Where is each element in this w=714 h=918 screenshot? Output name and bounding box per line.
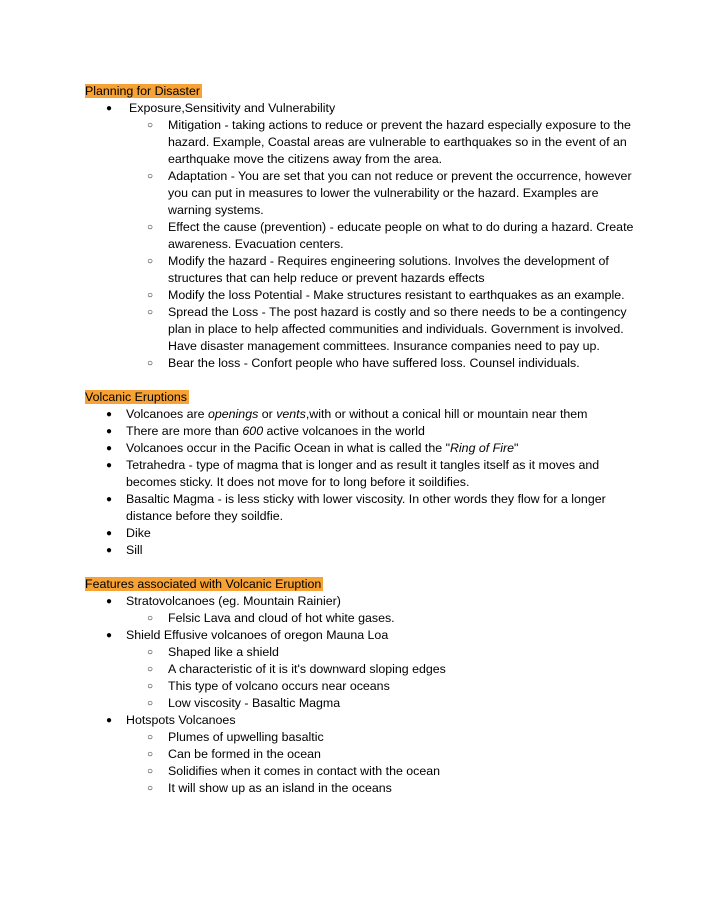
bullet-icon: ●	[106, 494, 113, 505]
list-item	[85, 117, 640, 168]
list-item	[85, 712, 640, 729]
spacer	[85, 559, 640, 576]
list-item-text: Low viscosity - Basaltic Magma	[168, 696, 341, 710]
list-item-text: Exposure,Sensitivity and Vulnerability	[129, 101, 336, 115]
list-item	[85, 440, 640, 457]
list-item	[85, 593, 640, 610]
list-item-text: Can be formed in the ocean	[168, 747, 321, 761]
list-item	[85, 610, 640, 627]
list-item-text: Adaptation - You are set that you can not reduce or prevent the occurrence, however you can put in measures to lower the vulnerability or the hazard. Examples are warning systems.	[168, 169, 632, 217]
circle-bullet-icon: ○	[147, 171, 154, 182]
list-item-text: This type of volcano occurs near oceans	[168, 679, 390, 693]
document-body	[85, 83, 640, 797]
list-item-text: Hotspots Volcanoes	[126, 713, 236, 727]
circle-bullet-icon: ○	[147, 358, 154, 369]
list-item	[85, 355, 640, 372]
list-item	[85, 457, 640, 491]
list-item-text: Shield Effusive volcanoes of oregon Mauna Loa	[126, 628, 389, 642]
planning-list	[85, 100, 640, 372]
circle-bullet-icon: ○	[147, 681, 154, 692]
section-heading-features	[85, 576, 640, 593]
section-heading-planning	[85, 83, 640, 100]
list-item	[85, 763, 640, 780]
circle-bullet-icon: ○	[147, 732, 154, 743]
bullet-icon: ●	[106, 630, 113, 641]
circle-bullet-icon: ○	[147, 766, 154, 777]
bullet-icon: ●	[106, 545, 113, 556]
list-item	[85, 100, 640, 117]
list-item-text: Volcanoes occur in the Pacific Ocean in what is called the "Ring of Fire"	[126, 441, 519, 455]
list-item	[85, 695, 640, 712]
circle-bullet-icon: ○	[147, 698, 154, 709]
list-item-text: Modify the loss Potential - Make structures resistant to earthquakes as an example.	[168, 288, 625, 302]
circle-bullet-icon: ○	[147, 783, 154, 794]
list-item-text: Spread the Loss - The post hazard is costly and so there needs to be a contingency plan in place to help affected communities and individuals. Government is involved. Have disaster management committees. Insurance companies need to pay up.	[168, 305, 627, 353]
circle-bullet-icon: ○	[147, 749, 154, 760]
bullet-icon: ●	[106, 443, 113, 454]
list-item-text: Effect the cause (prevention) - educate people on what to do during a hazard. Create awareness. Evacuation centers.	[168, 220, 634, 251]
heading-highlight: Volcanic Eruptions	[85, 390, 187, 404]
circle-bullet-icon: ○	[147, 664, 154, 675]
list-item-text: Solidifies when it comes in contact with the ocean	[168, 764, 441, 778]
list-item	[85, 542, 640, 559]
circle-bullet-icon: ○	[147, 256, 154, 267]
bullet-icon: ●	[106, 426, 113, 437]
list-item-text: Dike	[126, 526, 151, 540]
list-item	[85, 678, 640, 695]
bullet-icon: ●	[106, 528, 113, 539]
list-item-text: There are more than 600 active volcanoes in the world	[126, 424, 425, 438]
list-item-text: Felsic Lava and cloud of hot white gases.	[168, 611, 395, 625]
list-item-text: Bear the loss - Confort people who have suffered loss. Counsel individuals.	[168, 356, 580, 370]
list-item	[85, 423, 640, 440]
list-item-text: It will show up as an island in the oceans	[168, 781, 392, 795]
list-item	[85, 491, 640, 525]
section-heading-volcanic	[85, 389, 640, 406]
volcanic-list	[85, 406, 640, 559]
list-item	[85, 287, 640, 304]
bullet-icon: ●	[106, 460, 113, 471]
list-item	[85, 746, 640, 763]
list-item	[85, 406, 640, 423]
list-item	[85, 219, 640, 253]
list-item	[85, 168, 640, 219]
circle-bullet-icon: ○	[147, 290, 154, 301]
features-list	[85, 593, 640, 797]
bullet-icon: ●	[106, 715, 113, 726]
list-item	[85, 780, 640, 797]
list-item	[85, 729, 640, 746]
list-item	[85, 661, 640, 678]
bullet-icon: ●	[106, 409, 113, 420]
bullet-icon: ●	[106, 103, 113, 114]
circle-bullet-icon: ○	[147, 613, 154, 624]
list-item-text: Tetrahedra - type of magma that is longer and as result it tangles itself as it moves and becomes sticky. It does not move for to long before it soildifies.	[126, 458, 600, 489]
bullet-icon: ●	[106, 596, 113, 607]
list-item-text: Mitigation - taking actions to reduce or prevent the hazard especially exposure to the hazard. Example, Coastal areas are vulnerable to earthquakes so in the event of an earthquake move the citizens away from the area.	[168, 118, 631, 166]
list-item-text: Stratovolcanoes (eg. Mountain Rainier)	[126, 594, 341, 608]
heading-highlight: Features associated with Volcanic Eruption	[85, 577, 322, 591]
list-item	[85, 627, 640, 644]
list-item	[85, 304, 640, 355]
list-item	[85, 525, 640, 542]
list-item-text: Sill	[126, 543, 143, 557]
list-item-text: Basaltic Magma - is less sticky with lower viscosity. In other words they flow for a longer distance before they soildfie.	[126, 492, 606, 523]
list-item-text: A characteristic of it is it's downward sloping edges	[168, 662, 446, 676]
circle-bullet-icon: ○	[147, 307, 154, 318]
circle-bullet-icon: ○	[147, 222, 154, 233]
list-item-text: Plumes of upwelling basaltic	[168, 730, 324, 744]
circle-bullet-icon: ○	[147, 647, 154, 658]
list-item-text: Shaped like a shield	[168, 645, 279, 659]
list-item-text: Modify the hazard - Requires engineering solutions. Involves the development of structures that can help reduce or prevent hazards effects	[168, 254, 609, 285]
spacer	[85, 372, 640, 389]
list-item	[85, 644, 640, 661]
list-item	[85, 253, 640, 287]
list-item-text: Volcanoes are openings or vents,with or without a conical hill or mountain near them	[126, 407, 588, 421]
heading-highlight: Planning for Disaster	[85, 84, 201, 98]
circle-bullet-icon: ○	[147, 120, 154, 131]
